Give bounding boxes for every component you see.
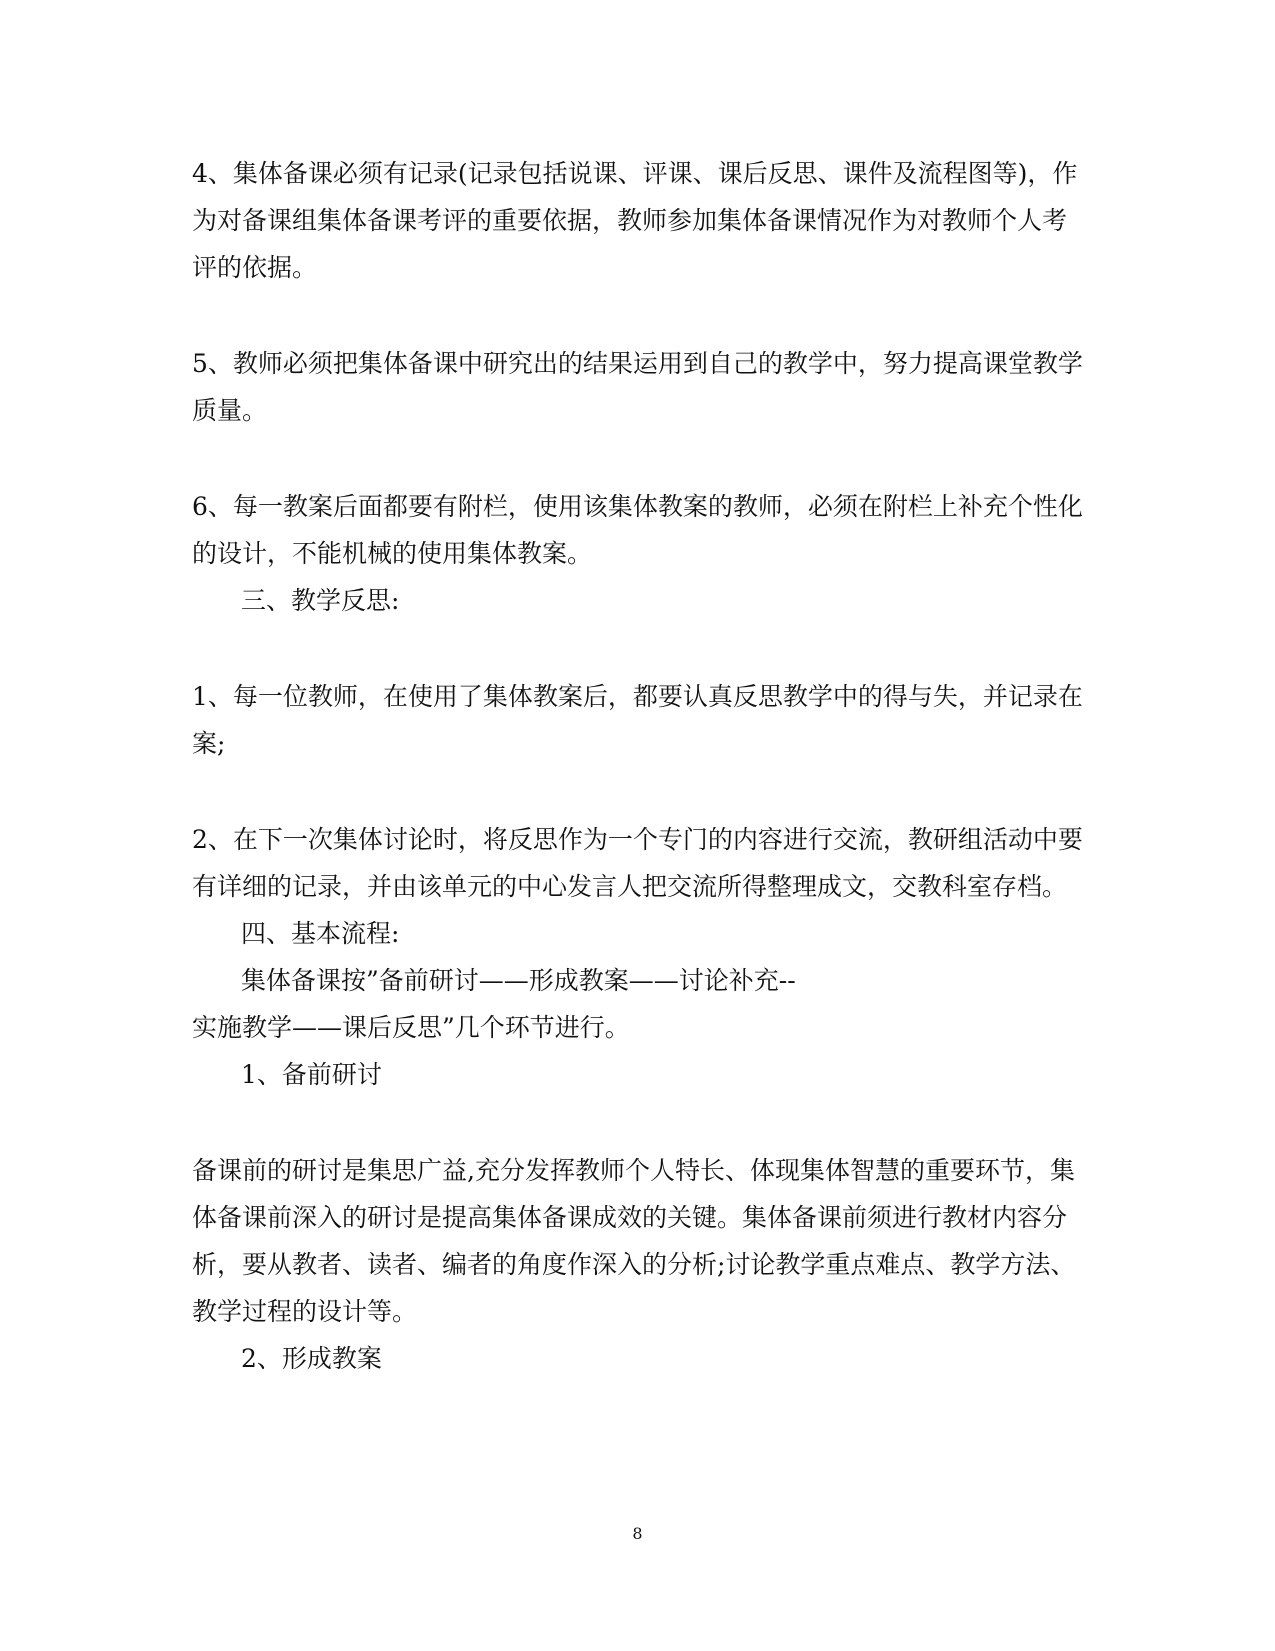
- step-1-body-line-3: 析，要从教者、读者、编者的角度作深入的分析;讨论教学重点难点、教学方法、: [192, 1250, 1076, 1279]
- section-heading-4: 四、基本流程:: [241, 919, 400, 948]
- step-1-body-line-1: 备课前的研讨是集思广益,充分发挥教师个人特长、体现集体智慧的重要环节，集: [192, 1156, 1075, 1185]
- reflection-1-line-1: 1、每一位教师，在使用了集体教案后，都要认真反思教学中的得与失，并记录在: [192, 682, 1083, 711]
- paragraph-5-line-1: 5、教师必须把集体备课中研究出的结果运用到自己的教学中，努力提高课堂教学: [192, 349, 1083, 378]
- flow-line-1: 集体备课按”备前研讨——形成教案——讨论补充--: [241, 966, 796, 995]
- paragraph-6-line-1: 6、每一教案后面都要有附栏，使用该集体教案的教师，必须在附栏上补充个性化: [192, 492, 1083, 521]
- page-number: 8: [632, 1524, 643, 1543]
- paragraph-6-line-2: 的设计，不能机械的使用集体教案。: [192, 539, 593, 568]
- flow-line-2: 实施教学——课后反思”几个环节进行。: [192, 1013, 630, 1042]
- reflection-1-line-2: 案;: [192, 729, 226, 758]
- step-1-body-line-2: 体备课前深入的研讨是提高集体备课成效的关键。集体备课前须进行教材内容分: [192, 1203, 1068, 1232]
- paragraph-5-line-2: 质量。: [192, 396, 268, 425]
- paragraph-4-line-3: 评的依据。: [192, 253, 318, 282]
- step-1-title: 1、备前研讨: [241, 1060, 382, 1089]
- reflection-2-line-2: 有详细的记录，并由该单元的中心发言人把交流所得整理成文，交教科室存档。: [192, 872, 1068, 901]
- paragraph-4-line-1: 4、集体备课必须有记录(记录包括说课、评课、课后反思、课件及流程图等)，作: [192, 159, 1078, 188]
- step-1-body-line-4: 教学过程的设计等。: [192, 1297, 418, 1326]
- step-2-title: 2、形成教案: [241, 1344, 382, 1373]
- paragraph-4-line-2: 为对备课组集体备课考评的重要依据，教师参加集体备课情况作为对教师个人考: [192, 206, 1068, 235]
- section-heading-3: 三、教学反思:: [241, 586, 400, 615]
- reflection-2-line-1: 2、在下一次集体讨论时，将反思作为一个专门的内容进行交流，教研组活动中要: [192, 825, 1083, 854]
